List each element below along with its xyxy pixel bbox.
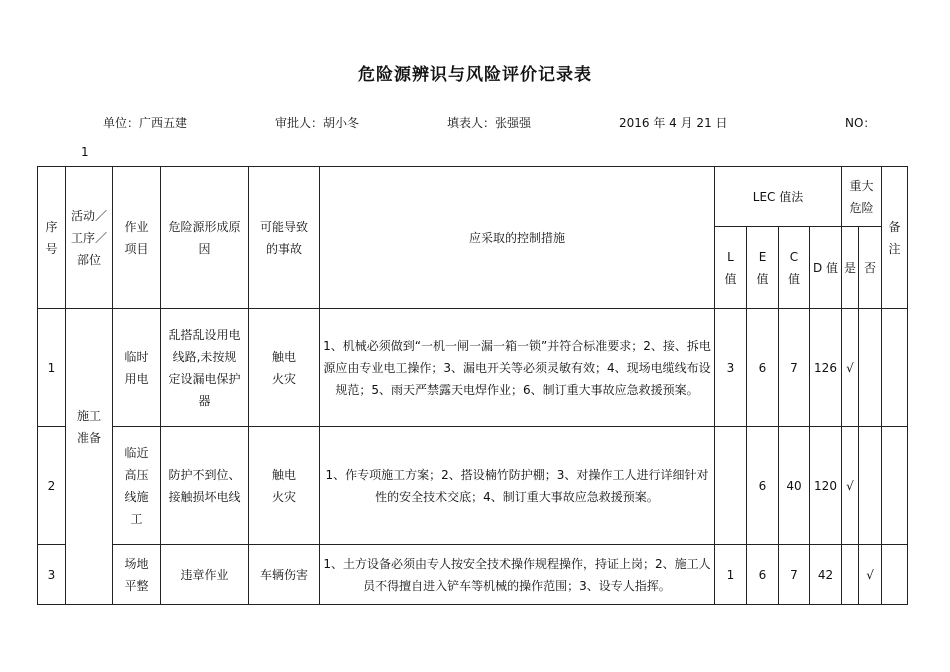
header-major-risk: 重大危险 bbox=[842, 167, 882, 227]
approver-field: 审批人：胡小冬 bbox=[275, 116, 360, 130]
row-seq: 2 bbox=[38, 427, 66, 545]
header-no: 否 bbox=[859, 227, 882, 309]
row-yes-mark: √ bbox=[842, 309, 859, 427]
header-remarks: 备注 bbox=[882, 167, 908, 309]
row-l: 1 bbox=[715, 545, 747, 605]
row-measures: 1、土方设备必须由专人按安全技术操作规程操作，持证上岗；2、施工人员不得擅自进入铲车等机械的操作范围；3、设专人指挥。 bbox=[320, 545, 715, 605]
row-c: 7 bbox=[779, 545, 810, 605]
row-l: 3 bbox=[715, 309, 747, 427]
row-remarks bbox=[882, 427, 908, 545]
header-l: L 值 bbox=[715, 227, 747, 309]
row-e: 6 bbox=[747, 309, 779, 427]
row-l bbox=[715, 427, 747, 545]
row-c: 7 bbox=[779, 309, 810, 427]
row-accident: 车辆伤害 bbox=[249, 545, 320, 605]
row-measures: 1、机械必须做到“一机一闸一漏一箱一锁”并符合标准要求；2、接、拆电源应由专业电工操作；3、漏电开关等必须灵敏有效；4、现场电缆线布设规范；5、雨天严禁露天电焊作业；6、制订重大事故应急救援预案。 bbox=[320, 309, 715, 427]
header-activity: 活动／工序／部位 bbox=[66, 167, 113, 309]
table-row bbox=[38, 545, 908, 605]
unit-field: 单位：广西五建 bbox=[103, 116, 188, 130]
row-seq: 3 bbox=[38, 545, 66, 605]
row-remarks bbox=[882, 309, 908, 427]
row-yes-mark bbox=[842, 545, 859, 605]
document-title: 危险源辨识与风险评价记录表 bbox=[358, 65, 592, 85]
header-measures: 应采取的控制措施 bbox=[320, 167, 715, 309]
row-e: 6 bbox=[747, 427, 779, 545]
row-measures: 1、作专项施工方案；2、搭设楠竹防护棚；3、对操作工人进行详细针对性的安全技术交底；4、制订重大事故应急救援预案。 bbox=[320, 427, 715, 545]
row-no-mark bbox=[859, 427, 882, 545]
activity-group: 施工准备 bbox=[66, 309, 113, 545]
header-seq: 序号 bbox=[38, 167, 66, 309]
row-no-mark bbox=[859, 309, 882, 427]
row-work-item: 场地平整 bbox=[113, 545, 161, 605]
header-lec: LEC 值法 bbox=[715, 167, 842, 227]
row-d: 126 bbox=[810, 309, 842, 427]
header-c: C 值 bbox=[779, 227, 810, 309]
header-hazard-cause: 危险源形成原 因 bbox=[161, 167, 249, 309]
row-work-item: 临近高压线施工 bbox=[113, 427, 161, 545]
header-accident: 可能导致的事故 bbox=[249, 167, 320, 309]
row-d: 120 bbox=[810, 427, 842, 545]
row-hazard-cause: 防护不到位、接触损坏电线 bbox=[161, 427, 249, 545]
row-work-item: 临时用电 bbox=[113, 309, 161, 427]
row-no-mark: √ bbox=[859, 545, 882, 605]
activity-group-continued bbox=[66, 545, 113, 605]
row-e: 6 bbox=[747, 545, 779, 605]
row-c: 40 bbox=[779, 427, 810, 545]
row-yes-mark: √ bbox=[842, 427, 859, 545]
table-row bbox=[38, 309, 908, 427]
page-number: 1 bbox=[81, 145, 89, 159]
row-accident: 触电火灾 bbox=[249, 309, 320, 427]
row-remarks bbox=[882, 545, 908, 605]
row-hazard-cause: 违章作业 bbox=[161, 545, 249, 605]
table-row bbox=[38, 427, 908, 545]
header-e: E 值 bbox=[747, 227, 779, 309]
record-number-label: NO： bbox=[845, 116, 876, 130]
header-d: D 值 bbox=[810, 227, 842, 309]
header-work-item: 作业项目 bbox=[113, 167, 161, 309]
row-seq: 1 bbox=[38, 309, 66, 427]
header-yes: 是 bbox=[842, 227, 859, 309]
row-hazard-cause: 乱搭乱设用电线路,未按规定设漏电保护器 bbox=[161, 309, 249, 427]
filler-field: 填表人：张强强 bbox=[447, 116, 532, 130]
risk-assessment-table bbox=[37, 166, 908, 605]
row-accident: 触电火灾 bbox=[249, 427, 320, 545]
row-d: 42 bbox=[810, 545, 842, 605]
date-field: 2016 年 4 月 21 日 bbox=[619, 116, 728, 130]
